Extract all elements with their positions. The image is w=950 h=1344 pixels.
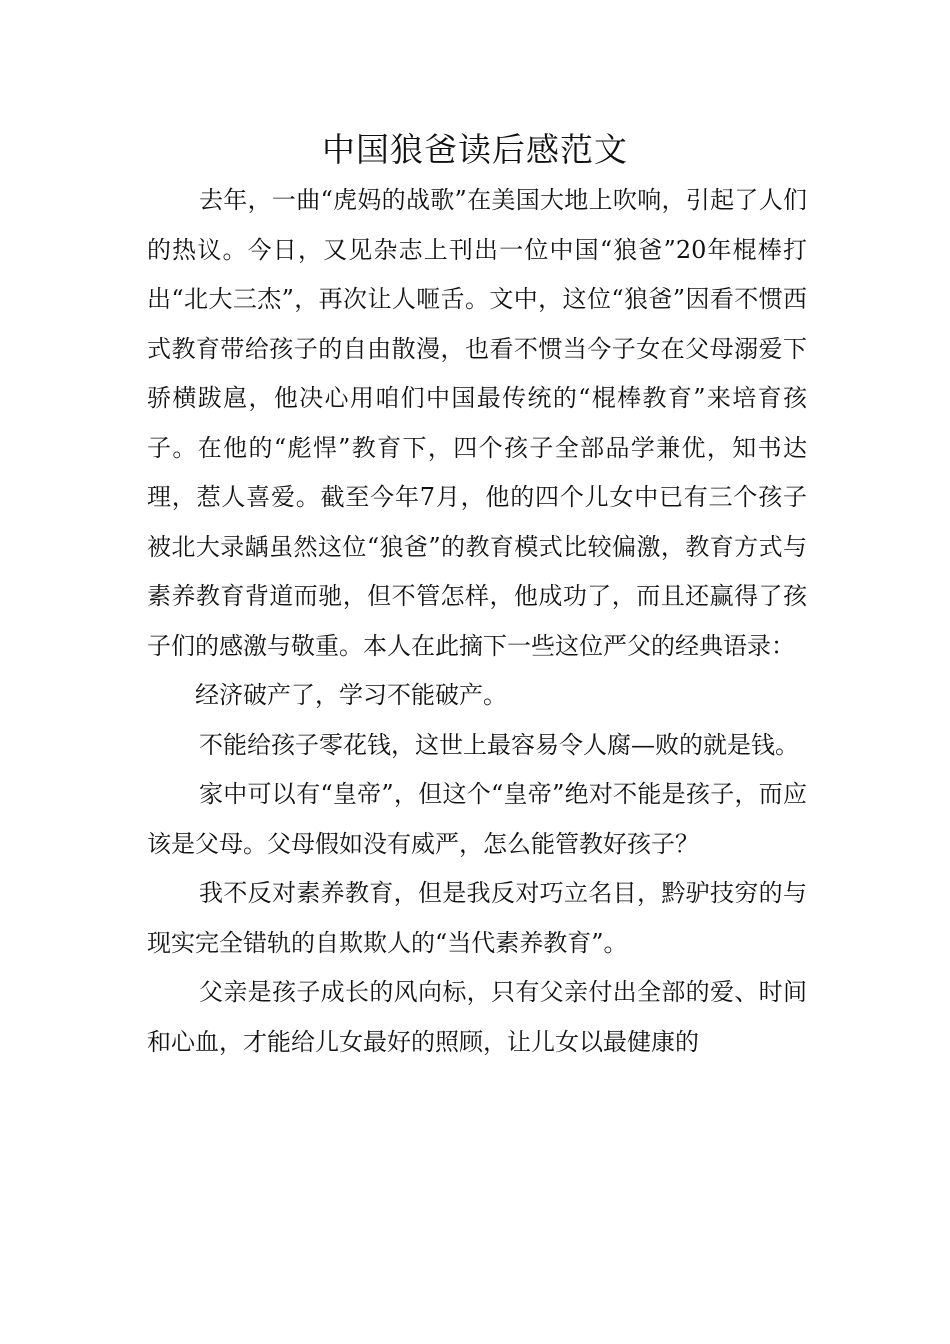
document-body <box>147 176 807 1067</box>
paragraph-quote-4: 我不反对素养教育，但是我反对巧立名目，黔驴技穷的与现实完全错轨的自欺欺人的“当代素养教育”。 <box>147 879 807 957</box>
paragraph-quote-3: 家中可以有“皇帝”，但这个“皇帝”绝对不能是孩子，而应该是父母。父母假如没有威严，怎么能管教好孩子？ <box>147 780 807 858</box>
paragraph-intro: 去年，一曲“虎妈的战歌”在美国大地上吹响，引起了人们的热议。今日，又见杂志上刊出一位中国“狼爸”20年棍棒打出“北大三杰”，再次让人咂舌。文中，这位“狼爸”因看不惯西式教育带给孩子的自由散漫，也看不惯当今子女在父母溺爱下骄横跋扈，他决心用咱们中国最传统的“棍棒教育”来培育孩子。在他的“彪悍”教育下，四个孩子全部品学兼优，知书达理，惹人喜爱。截至今年7月，他的四个儿女中已有三个孩子被北大录龋虽然这位“狼爸”的教育模式比较偏激，教育方式与素养教育背道而驰，但不管怎样，他成功了，而且还赢得了孩子们的感激与敬重。本人在此摘下一些这位严父的经典语录： <box>147 186 807 660</box>
paragraph-quote-5: 父亲是孩子成长的风向标，只有父亲付出全部的爱、时间和心血，才能给儿女最好的照顾，让儿女以最健康的 <box>147 978 807 1056</box>
paragraph-quote-1: 经济破产了，学习不能破产。 <box>195 681 507 709</box>
document-title: 中国狼爸读后感范文 <box>322 130 628 169</box>
paragraph-quote-2: 不能给孩子零花钱，这世上最容易令人腐—败的就是钱。 <box>199 730 799 759</box>
